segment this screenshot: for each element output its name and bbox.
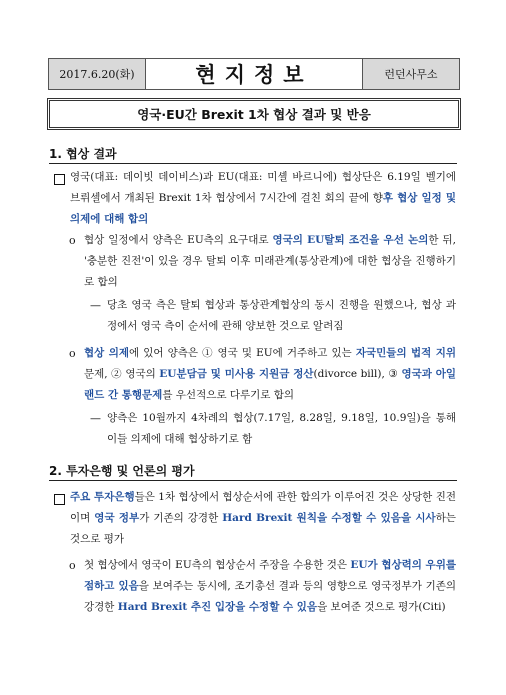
subject-title: 영국·EU간 Brexit 1차 협상 결과 및 반응	[49, 100, 459, 128]
section1-paragraph-1: 영국(대표: 데이빗 데이비스)과 EU(대표: 미셸 바르니에) 협상단은 6.19일 벨기에 브뤼셀에서 개최된 Brexit 1차 협상에서 7시간에 걸친 회의 끝에 향후 협상 일정 및 의제에 대해 합의	[70, 171, 457, 225]
section1-paragraph-2: 협상 일정에서 양측은 EU측의 요구대로 영국의 EU탈퇴 조건을 우선 논의한 뒤, '충분한 진전'이 있을 경우 탈퇴 이후 미래관계(통상관계)에 대한 협상을 진행하기로 합의	[84, 234, 456, 288]
section1-paragraph-3: 당초 영국 측은 탈퇴 협상과 통상관계협상의 동시 진행을 원했으나, 협상 과정에서 영국 측이 순서에 관해 양보한 것으로 알려짐	[107, 299, 456, 332]
circle-bullet-icon: o	[69, 347, 76, 360]
report-title: 현지정보	[145, 59, 363, 89]
report-date: 2017.6.20(화)	[59, 68, 135, 81]
dash-bullet-icon: —	[90, 299, 101, 312]
checkbox-bullet-icon	[54, 174, 65, 185]
section1-paragraph-5: 양측은 10월까지 4차례의 협상(7.17일, 8.28일, 9.18일, 10.9일)을 통해 이들 의제에 대해 협상하기로 함	[107, 412, 456, 445]
section2-paragraph-1: 주요 투자은행들은 1차 협상에서 협상순서에 관한 합의가 이루어진 것은 상당한 진전이며 영국 정부가 기존의 강경한 Hard Brexit 원칙을 수정할 수 있음을 시사하는 것으로 평가	[70, 491, 456, 545]
report-header	[48, 58, 460, 90]
section2-heading: 2. 투자은행 및 언론의 평가	[49, 462, 457, 481]
dash-bullet-icon: —	[90, 412, 101, 425]
circle-bullet-icon: o	[69, 559, 76, 572]
circle-bullet-icon: o	[69, 234, 76, 247]
section2-paragraph-2: 첫 협상에서 영국이 EU측의 협상순서 주장을 수용한 것은 EU가 협상력의 우위를 점하고 있음을 보여주는 동시에, 조기총선 결과 등의 영향으로 영국정부가 기존의 강경한 Hard Brexit 추진 입장을 수정할 수 있음을 보여준 것으로 평가(Citi)	[84, 559, 457, 613]
section1-heading: 1. 협상 결과	[49, 145, 457, 164]
section1-paragraph-4: 협상 의제에 있어 양측은 ① 영국 및 EU에 거주하고 있는 자국민들의 법적 지위 문제, ② 영국의 EU분담금 및 미사용 지원금 정산(divorce bill), ③ 영국과 아일랜드 간 통행문제를 우선적으로 다루기로 합의	[84, 347, 456, 401]
report-office: 런던사무소	[384, 68, 438, 81]
checkbox-bullet-icon	[54, 494, 65, 505]
